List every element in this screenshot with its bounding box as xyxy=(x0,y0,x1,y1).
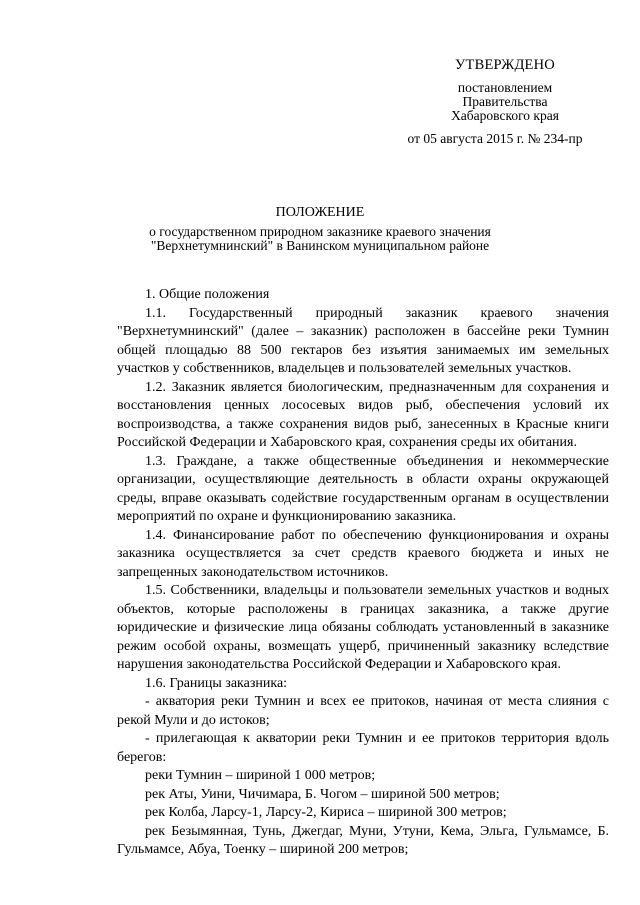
document-subtitle xyxy=(0,225,640,252)
list-item: реки Тумнин – шириной 1 000 метров; xyxy=(145,768,376,783)
list-item: рек Безымянная, Тунь, Джегдаг, Муни, Утуни, Кема, Эльга, Гульмамсе, Б. Гульмамсе, Абуа, Тоенку – шириной 200 метров; xyxy=(117,823,609,857)
document-title: ПОЛОЖЕНИЕ xyxy=(275,205,365,220)
approval-line-1: постановлением xyxy=(457,80,553,95)
paragraph: 1.5. Собственники, владельцы и пользователи земельных участков и водных объектов, которые расположены в границах заказника, а также другие юридические и физические лица обязаны соблюдать установленный в заказнике режим особой охраны, возмещать ущерб, причиненный заказнику вследствие нарушения законодательства Российской Федерации и Хабаровского края. xyxy=(117,583,609,672)
paragraph: 1.2. Заказник является биологическим, предназначенным для сохранения и восстановления ценных лососевых видов рыб, обеспечения условий их воспроизводства, а также сохранения видов рыб, занесенных в Красные книги Российской Федерации и Хабаровского края, сохранения среды их обитания. xyxy=(117,379,609,450)
list-item: рек Аты, Уини, Чичимара, Б. Чогом – шириной 500 метров; xyxy=(145,786,500,802)
paragraph: 1.3. Граждане, а также общественные объединения и некоммерческие организации, осуществляющие деятельность в области охраны окружающей среды, вправе оказывать содействие государственным органам в осуществлении мероприятий по охране и функционированию заказника. xyxy=(117,453,609,524)
list-item: рек Колба, Ларсу-1, Ларсу-2, Кириса – шириной 300 метров; xyxy=(145,805,507,820)
approval-line-3: Хабаровского края xyxy=(451,108,559,123)
document-body xyxy=(117,286,609,860)
paragraph: - прилегающая к акватории реки Тумнин и ее притоков территория вдоль берегов: xyxy=(117,731,609,765)
approval-block xyxy=(400,58,610,146)
subtitle-line: о государственном природном заказнике краевого значения xyxy=(149,224,491,239)
paragraph: 1.1. Государственный природный заказник краевого значения "Верхнетумнинский" (далее – заказник) расположен в бассейне реки Тумнин общей площадью 88 500 гектаров без изъятия занимаемых им земельных участков у собственников, владельцев и пользователей земельных участков. xyxy=(117,305,609,376)
approved-heading: УТВЕРЖДЕНО xyxy=(455,57,555,73)
section-heading: 1. Общие положения xyxy=(145,287,270,302)
paragraph: - акватория реки Тумнин и всех ее притоков, начиная от места слияния с рекой Мули и до истоков; xyxy=(117,694,609,728)
paragraph: 1.4. Финансирование работ по обеспечению функционирования и охраны заказника осуществляется за счет средств краевого бюджета и иных не запрещенных законодательством источников. xyxy=(117,527,609,580)
approval-line-2: Правительства xyxy=(462,94,548,109)
paragraph: 1.6. Границы заказника: xyxy=(145,675,288,691)
subtitle-line: "Верхнетумнинский" в Ванинском муниципальном районе xyxy=(150,237,490,253)
approval-date: от 05 августа 2015 г. № 234-пр xyxy=(407,131,583,146)
